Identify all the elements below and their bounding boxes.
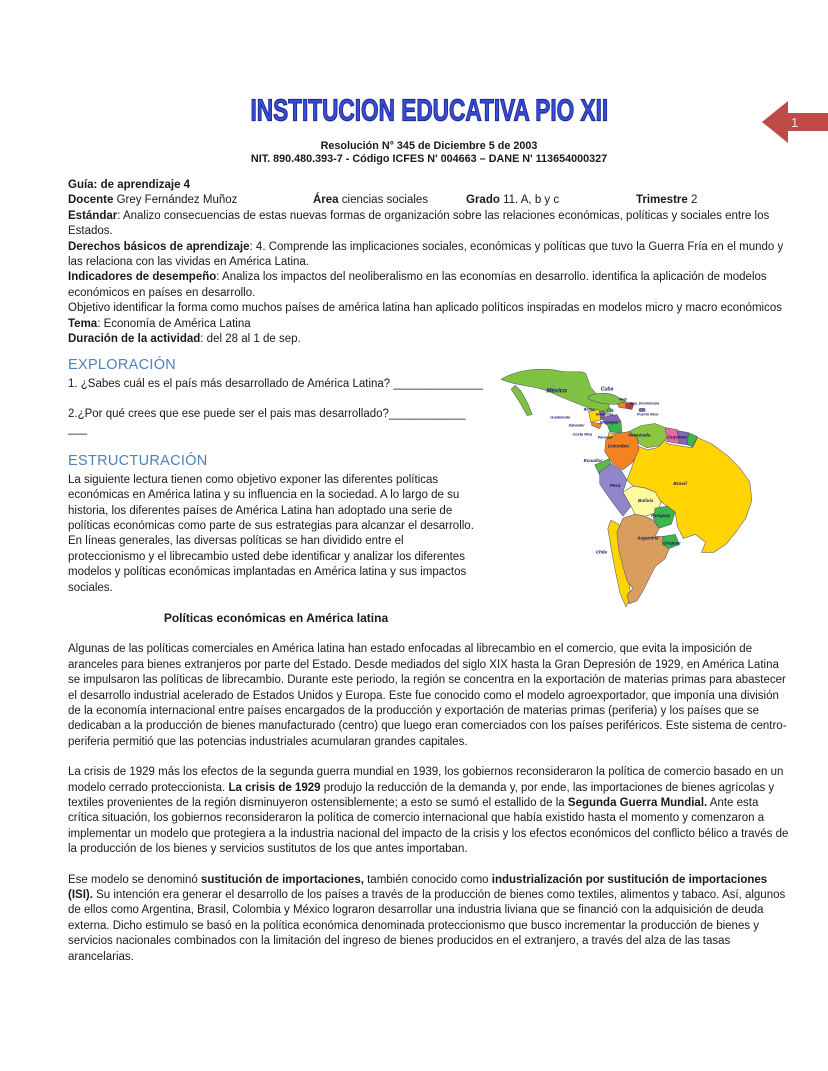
meta-grado: Grado 11. A, b y c — [466, 194, 560, 207]
guide-meta-row — [68, 193, 790, 208]
meta-docente: Docente Grey Fernández Muñoz — [68, 194, 238, 207]
svg-text:México: México — [546, 388, 567, 395]
svg-text:Uruguay: Uruguay — [663, 540, 681, 546]
latin-america-map — [498, 359, 770, 611]
svg-text:Puerto Rico: Puerto Rico — [637, 412, 659, 417]
svg-text:Ecuador: Ecuador — [583, 458, 603, 464]
svg-text:Salvador: Salvador — [568, 424, 585, 429]
institution-title: INSTITUCION EDUCATIVA PIO XII — [250, 94, 608, 128]
svg-text:Paraguay: Paraguay — [651, 513, 671, 519]
svg-text:Bolivia: Bolivia — [638, 498, 654, 504]
svg-text:Belice: Belice — [583, 407, 595, 412]
question-2: 2.¿Por qué crees que ese puede ser el pais mas desarrollado?____________ ___ — [68, 407, 466, 436]
meta-area: Área ciencias sociales — [313, 194, 429, 207]
estandar-line: Estándar: Analizo consecuencias de estas nuevas formas de organización sobre las relaciones económicas, políticas y sociales entre los Estados. — [68, 209, 770, 238]
estructuracion-intro: La siguiente lectura tienen como objetivo exponer las diferentes políticas económicas en América latina y su influencia en la sociedad. A lo largo de su historia, los diferentes países de América Latina han adoptado una serie de políticas económicas como parte de sus estrategias para alcanzar el desarrollo. En líneas generales, las diversas políticas se han dividido entre el proteccionismo y el librecambio usted debe identificar y analizar los diferentes modelos y políticas económicas implantadas en América latina y sus impactos sociales. — [68, 473, 474, 594]
resolution-line-1: Resolución N° 345 de Diciembre 5 de 2003 — [320, 140, 538, 152]
meta-trimestre: Trimestre 2 — [636, 194, 698, 207]
derechos-line: Derechos básicos de aprendizaje: 4. Comprende las implicaciones sociales, económicas y políticas que tuvo la Guerra Fría en el mundo y las relaciona con las vividas en América Latina. — [68, 240, 784, 269]
reading-paragraph-3: Ese modelo se denominó sustitución de importaciones, también conocido como industrialización por sustitución de importaciones (ISI). Su intención era generar el desarrollo de los países a través de la producción de bienes como textiles, alimentos y tabaco. Así, algunos de ellos como Argentina, Brasil, Colombia y México lograron desarrollar una industria liviana que se financió con la adquisición de deuda externa. Dicho estimulo se basó en la política económica denominada proteccionismo que busco incrementar la producción de bienes y servicios nacionales combinados con la limitación del ingreso de bienes producidos en el extranjero, a través del alza de las tasas arancelarias. — [68, 873, 786, 963]
svg-text:Cuba: Cuba — [600, 386, 614, 393]
country-haiti — [618, 403, 626, 409]
question-1: 1. ¿Sabes cuál es el país más desarrollado de América Latina? ______________ — [68, 378, 483, 391]
country-mexico-baja — [511, 386, 532, 416]
svg-text:Chile: Chile — [595, 549, 608, 555]
svg-text:Colombia: Colombia — [607, 444, 629, 450]
guide-info-block — [68, 209, 790, 348]
duracion-line: Duración de la actividad: del 28 al 1 de sep. — [68, 333, 301, 346]
tema-line: Tema: Economía de América Latina — [68, 317, 251, 330]
svg-text:Haití: Haití — [618, 397, 627, 402]
svg-text:Guatemala: Guatemala — [550, 415, 570, 420]
svg-text:Venezuela: Venezuela — [627, 433, 651, 439]
map-countries — [501, 370, 752, 608]
reading-paragraph-1: Algunas de las políticas comerciales en América latina han estado enfocadas al librecambio en el comercio, que evita la imposición de aranceles para bienes extranjeros por parte del Estado. Desde mediados del siglo XIX hasta la Gran Depresión de 1929, en América Latina se impulsaron las políticas de librecambio. Durante este periodo, la región se concentra en la exportación de materias primas para abastecer el desarrollo industrial acelerado de Estados Unidos y Europa. Este fue conocido como el modelo agroexportador, que imponía una división de la economía internacional entre países encargados de la producción y exportación de materias primas (periferia) y los países que se dedicaban a la producción de bienes manufacturado (centro) que luego eran comerciados con los países periféricos. Este sistema de centro-periferia permitió que las potencias industriales acumularan grandes capitales. — [68, 643, 787, 748]
reading-paragraph-2: La crisis de 1929 más los efectos de la segunda guerra mundial en 1939, los gobiernos reconsideraron la política de comercio basado en un modelo cerrado proteccionista. La crisis de 1929 produjo la reducción de la demanda y, por ende, las importaciones de bienes agrícolas y textiles provenientes de la región disminuyeron ostensiblemente; a esto se sumó el estallido de la Segunda Guerra Mundial. Ante esta crítica situación, los gobiernos reconsideraron la política de comercio internacional que había existido hasta el momento y comenzaron a implementar un modelo que protegiera a la industria nacional del impacto de la crisis y los efectos económicos del conflicto bélico a través de la producción de los bienes y servicios sustitutos de los que antes importaban. — [68, 766, 789, 856]
indicadores-line: Indicadores de desempeño: Analiza los impactos del neoliberalismo en las economías en desarrollo. identifica la aplicación de modelos económicos en países en desarrollo. — [68, 271, 767, 299]
svg-text:Brasil: Brasil — [673, 482, 687, 488]
svg-text:Argentina: Argentina — [637, 535, 659, 541]
svg-text:Panamá: Panamá — [597, 436, 613, 441]
country-puerto-rico — [639, 409, 645, 412]
reading-title: Políticas económicas en América latina — [163, 610, 389, 625]
objetivo-line: Objetivo identificar la forma como muchos países de américa latina han aplicado políticos inspiradas en modelos micro y macro económicos — [68, 302, 782, 315]
svg-text:Costa Rica: Costa Rica — [572, 433, 593, 438]
svg-text:Guyanas: Guyanas — [667, 435, 687, 441]
svg-text:Rep. Dominicana: Rep. Dominicana — [629, 401, 660, 406]
resolution-line-2: NIT. 890.480.393-7 - Código ICFES N' 004663 – DANE N' 113654000327 — [250, 153, 608, 165]
svg-text:Nicaragua: Nicaragua — [599, 421, 619, 426]
page-marker-number: 1 — [791, 115, 799, 130]
guide-number: Guía: de aprendizaje 4 — [68, 179, 191, 191]
svg-text:Honduras: Honduras — [595, 412, 614, 417]
exploracion-heading: EXPLORACIÓN — [68, 357, 177, 374]
svg-text:Perú: Perú — [609, 484, 621, 490]
estructuracion-heading: ESTRUCTURACIÓN — [68, 452, 208, 469]
institution-header — [68, 96, 790, 126]
latin-america-map-image — [498, 359, 770, 611]
